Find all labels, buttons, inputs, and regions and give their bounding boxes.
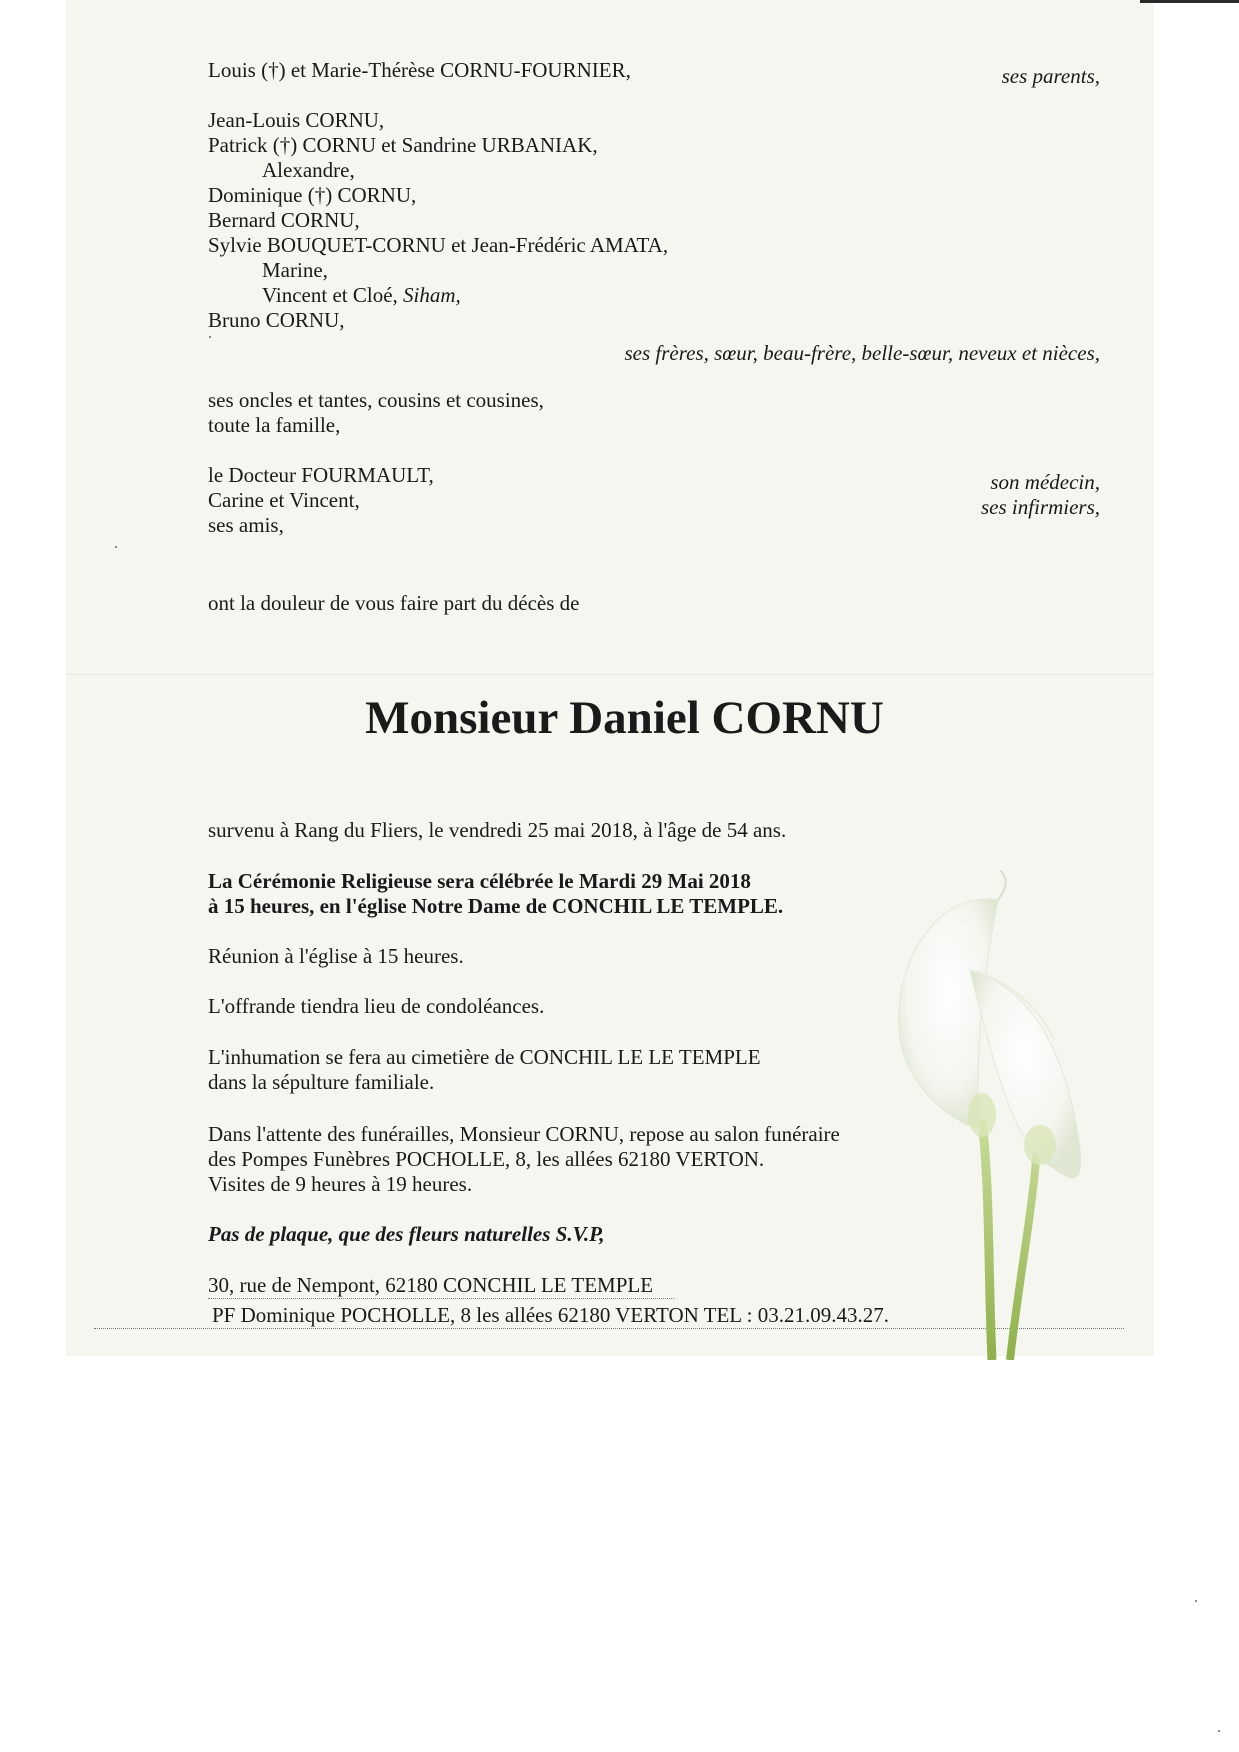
doctor-label: son médecin,: [990, 470, 1100, 494]
parents-line: Louis (†) et Marie-Thérèse CORNU-FOURNIER,: [208, 58, 631, 82]
relatives-line: ses oncles et tantes, cousins et cousines,: [208, 388, 544, 412]
offering-line: L'offrande tiendra lieu de condoléances.: [208, 994, 545, 1018]
nephew-niece-italic-name: Siham,: [403, 283, 461, 307]
burial-line: dans la sépulture familiale.: [208, 1070, 435, 1094]
sibling-line: Bruno CORNU,: [208, 308, 345, 332]
scan-speck: [209, 336, 211, 338]
visits-line: Visites de 9 heures à 19 heures.: [208, 1172, 473, 1196]
sibling-line: Sylvie BOUQUET-CORNU et Jean-Frédéric AMATA,: [208, 233, 669, 257]
ceremony-line: La Cérémonie Religieuse sera célébrée le Mardi 29 Mai 2018: [208, 869, 751, 893]
scan-speck: [1195, 1600, 1197, 1602]
address-underline: [208, 1298, 674, 1299]
nephew-niece-line: [262, 283, 461, 308]
nephew-niece-names: Vincent et Cloé,: [262, 283, 398, 307]
sibling-line: Dominique (†) CORNU,: [208, 183, 417, 207]
rest-line: des Pompes Funèbres POCHOLLE, 8, les allées 62180 VERTON.: [208, 1147, 765, 1171]
announcement-line: ont la douleur de vous faire part du décès de: [208, 591, 580, 615]
scan-speck: [1218, 1730, 1220, 1732]
death-line: survenu à Rang du Fliers, le vendredi 25 mai 2018, à l'âge de 54 ans.: [208, 818, 787, 842]
ceremony-line: à 15 heures, en l'église Notre Dame de CONCHIL LE TEMPLE.: [208, 894, 784, 918]
sibling-line: Jean-Louis CORNU,: [208, 108, 385, 132]
nurses-label: ses infirmiers,: [980, 495, 1100, 519]
deceased-name: Monsieur Daniel CORNU: [365, 692, 884, 744]
address-line: 30, rue de Nempont, 62180 CONCHIL LE TEMPLE: [208, 1273, 654, 1297]
nephew-line: Alexandre,: [262, 158, 355, 182]
sibling-line: Patrick (†) CORNU et Sandrine URBANIAK,: [208, 133, 598, 157]
siblings-label: ses frères, sœur, beau-frère, belle-sœur, neveux et nièces,: [624, 341, 1100, 365]
doctor-line: le Docteur FOURMAULT,: [208, 463, 434, 487]
parents-label: ses parents,: [1001, 64, 1100, 88]
rest-line: Dans l'attente des funérailles, Monsieur CORNU, repose au salon funéraire: [208, 1122, 840, 1146]
fold-line: [66, 674, 1154, 675]
friends-line: ses amis,: [208, 513, 284, 537]
footer-line: PF Dominique POCHOLLE, 8 les allées 62180 VERTON TEL : 03.21.09.43.27.: [212, 1303, 889, 1327]
niece-line: Marine,: [262, 258, 328, 282]
flowers-note: Pas de plaque, que des fleurs naturelles S.V.P,: [208, 1222, 605, 1246]
nurses-line: Carine et Vincent,: [208, 488, 360, 512]
calla-lily-illustration: [870, 870, 1110, 1360]
burial-line: L'inhumation se fera au cimetière de CONCHIL LE LE TEMPLE: [208, 1045, 761, 1069]
sibling-line: Bernard CORNU,: [208, 208, 360, 232]
scan-speck: [115, 546, 117, 548]
relatives-line: toute la famille,: [208, 413, 341, 437]
meeting-line: Réunion à l'église à 15 heures.: [208, 944, 464, 968]
scan-edge: [1140, 0, 1239, 3]
